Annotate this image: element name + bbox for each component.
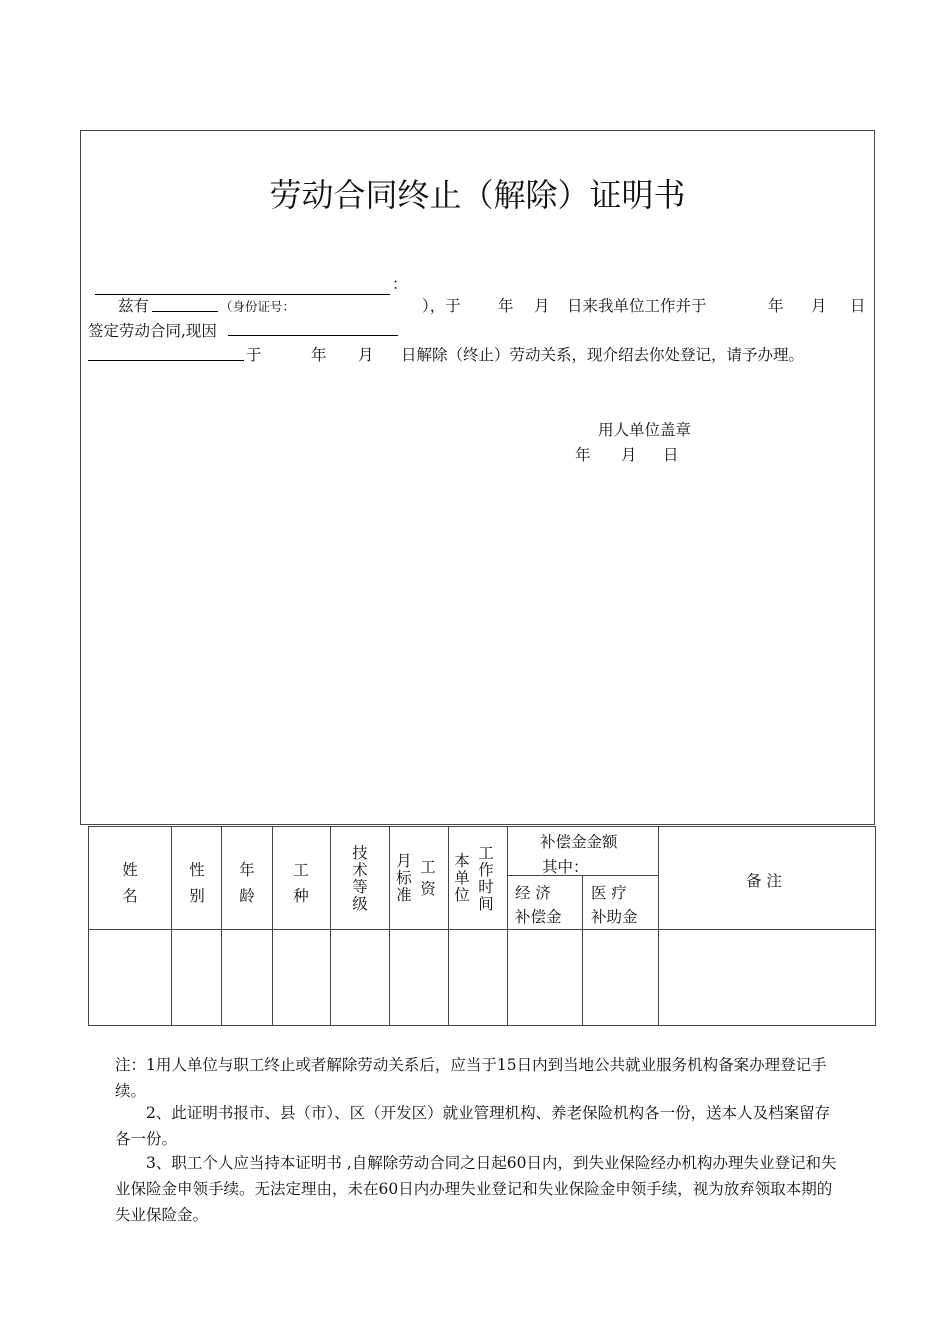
header-economic-line2: 补偿金 [515,908,562,926]
seal-day-label: 日 [663,446,679,464]
header-compensation: 补偿金金额 [540,833,618,851]
hereby-label: 兹有 [118,297,150,315]
header-work-time-char: 间 [478,895,494,913]
header-wage [418,856,438,900]
table-right-border [875,826,876,1025]
note-2: 2、此证明书报市、县（市）、区（开发区）就业管理机构、养老保险机构各一份，送本人及档案留存各一份。 [115,1104,831,1148]
header-age [237,857,257,909]
join-month-label: 月 [534,297,550,315]
release-year-label: 年 [311,346,327,364]
note-3: 3、职工个人应当持本证明书 ,自解除劳动合同之日起60日内，到失业保险经办机构办理失业登记和失业保险金申领手续。无法定理由，未在60日内办理失业登记和失业保险金申领手续，视为放弃领取本期的失业保险金。 [115,1154,837,1224]
header-unit-char: 单 [454,869,470,887]
header-job-type-char: 工 [293,861,309,879]
table-top-border [88,826,876,827]
header-wage-char: 资 [420,880,436,898]
reason-field-continued[interactable] [88,360,244,361]
header-monthly-standard-char: 标 [396,869,412,887]
header-name-char: 名 [122,887,138,905]
header-unit-char: 本 [454,852,470,870]
release-day-text: 日解除（终止）劳动关系，现介绍去你处登记，请予办理。 [401,346,805,364]
seal-year-label: 年 [575,446,591,464]
header-unit [452,853,472,904]
close-paren-yu: ），于 [422,297,461,315]
signed-contract-label: 签定劳动合同,现因 [88,322,217,340]
employee-name-field[interactable] [152,311,218,312]
note-1: 注：1用人单位与职工终止或者解除劳动关系后，应当于15日内到当地公共就业服务机构备案办理登记手续。 [115,1056,827,1100]
seal-month-label: 月 [621,446,637,464]
header-monthly-standard-char: 月 [396,852,412,870]
header-tech-level [350,845,370,913]
header-gender-char: 性 [189,861,205,879]
reason-field[interactable] [228,335,398,336]
header-medical-line2: 补助金 [591,908,638,926]
header-monthly-standard [394,853,414,904]
header-gender [187,857,207,909]
header-wage-char: 工 [420,858,436,876]
seal-label: 用人单位盖章 [598,421,692,439]
page-title: 劳动合同终止（解除）证明书 [269,176,686,214]
header-work-time-char: 作 [478,861,494,879]
join-year-label: 年 [498,297,514,315]
table-bottom-border [88,1025,876,1026]
header-unit-char: 位 [454,886,470,904]
header-tech-level-char: 技 [352,844,368,862]
header-job-type-char: 种 [293,887,309,905]
certificate-frame [80,130,875,825]
table-row[interactable] [89,930,875,1024]
colon-mark: ： [392,275,408,293]
header-name [120,857,140,909]
header-work-time [476,845,496,913]
header-tech-level-char: 术 [352,861,368,879]
header-medical-line1: 医 疗 [591,884,627,902]
header-tech-level-char: 级 [352,895,368,913]
sign-day-label: 日 [850,297,866,315]
header-of-which: 其中： [542,858,589,876]
header-monthly-standard-char: 准 [396,886,412,904]
header-gender-char: 别 [189,887,205,905]
join-day-label: 日来我单位工作并于 [567,297,707,315]
header-economic-line1: 经 济 [515,884,551,902]
header-work-time-char: 工 [478,844,494,862]
release-month-label: 月 [358,346,374,364]
header-job-type [291,857,311,909]
header-name-char: 姓 [122,861,138,879]
id-number-label: （身份证号： [220,299,296,314]
header-remarks: 备 注 [746,872,782,890]
sign-year-label: 年 [768,297,784,315]
header-age-char: 年 [239,861,255,879]
header-age-char: 龄 [239,887,255,905]
header-work-time-char: 时 [478,878,494,896]
header-tech-level-char: 等 [352,878,368,896]
yu-label: 于 [246,346,262,364]
sign-month-label: 月 [811,297,827,315]
